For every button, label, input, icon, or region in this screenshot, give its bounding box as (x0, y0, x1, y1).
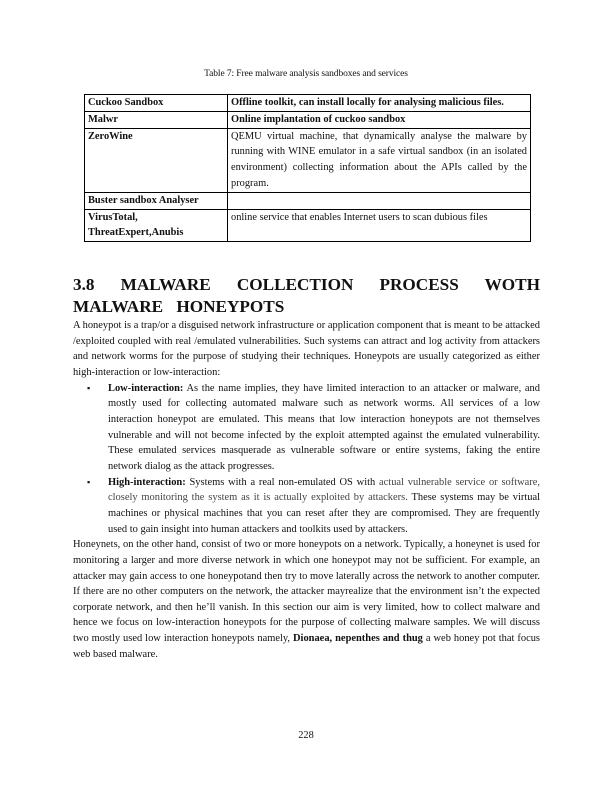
honeypot-type-list (73, 381, 540, 538)
table-row (85, 209, 531, 242)
list-item-term: High-interaction: (108, 476, 186, 488)
bullet-icon: ▪ (87, 382, 91, 393)
list-item-term: Low-interaction: (108, 382, 184, 394)
honeypot-names: Dionaea, nepenthes and thug (293, 633, 423, 645)
table-row (85, 192, 531, 209)
tool-description: Offline toolkit, can install locally for analysing malicious files. (228, 95, 531, 112)
intro-paragraph: A honeypot is a trap/or a disguised network infrastructure or application component that is meant to be attacked /exploited coupled with real /emulated vulnerabilities. Such systems can attract and log activity from attackers and network worms for the purpose of studying their techniques. Honeypots are usually categorized as either high-interaction or low-interaction: (73, 320, 540, 378)
section-body (73, 318, 540, 662)
table-row (85, 95, 531, 112)
tool-name: ZeroWine (85, 128, 228, 192)
tool-description (228, 192, 531, 209)
tool-description: online service that enables Internet users to scan dubious files (228, 209, 531, 242)
table-row (85, 111, 531, 128)
tool-name: Buster sandbox Analyser (85, 192, 228, 209)
list-item-text-grey: actual vulnerable service or software, closely monitoring the system as it is actually exploited by attackers. (108, 476, 540, 504)
closing-text: Honeynets, on the other hand, consist of two or more honeypots on a network. Typically, a honeynet is used for monitoring a larger and more diverse network in which one honeypot may not be sufficient. For example, an attacker may gain access to one honeypotand then try to move laterally across the network to another computer. If there are no other computers on the network, the attacker mayrealize that the environment isn’t the expected corporate network, and then he’ll vanish. In this section our aim is very limited, how to collect malware and hence we focus on low-interaction honeypots for the purpose of collecting malware samples. We will discuss two mostly used low interaction honeypots namely, (73, 539, 540, 645)
tool-name: Cuckoo Sandbox (85, 95, 228, 112)
section-heading: 3.8 MALWARE COLLECTION PROCESS WOTH MALWARE HONEYPOTS (73, 275, 540, 316)
tool-description: Online implantation of cuckoo sandbox (228, 111, 531, 128)
sandbox-table (84, 94, 531, 242)
tool-name: VirusTotal, ThreatExpert,Anubis (85, 209, 228, 242)
tool-description: QEMU virtual machine, that dynamically analyse the malware by running with WINE emulator in a safe virtual sandbox (in an isolated environment) collecting information about the APIs called by the program. (228, 128, 531, 192)
list-item-text: As the name implies, they have limited interaction to an attacker or malware, and mostly used for collecting automated malware such as network worms. All services of a low interaction honeypot are emulated. This means that low interaction honeypots are not themselves vulnerable and will not become infected by the exploit attempted against the emulated vulnerability. These emulated services masquerade as vulnerable software or entire systems, faking the entire network dialog as the attack progresses. (108, 382, 540, 472)
bullet-icon: ▪ (87, 476, 91, 487)
closing-text-tail: a web honey pot that focus web based malware. (73, 633, 540, 660)
page-number: 228 (298, 730, 314, 741)
list-item (87, 475, 540, 538)
list-item (87, 381, 540, 475)
tool-name: Malwr (85, 111, 228, 128)
list-item-text-tail: These systems may be virtual machines or physical machines that you can reset after they are compromised. They are frequently used to gain insight into human attackers and toolkits used by attackers. (108, 492, 540, 535)
list-item-text: Systems with a real non-emulated OS with (185, 476, 380, 488)
closing-paragraph (73, 537, 540, 662)
table-caption: Table 7: Free malware analysis sandboxes and services (204, 69, 408, 79)
table-row (85, 128, 531, 192)
